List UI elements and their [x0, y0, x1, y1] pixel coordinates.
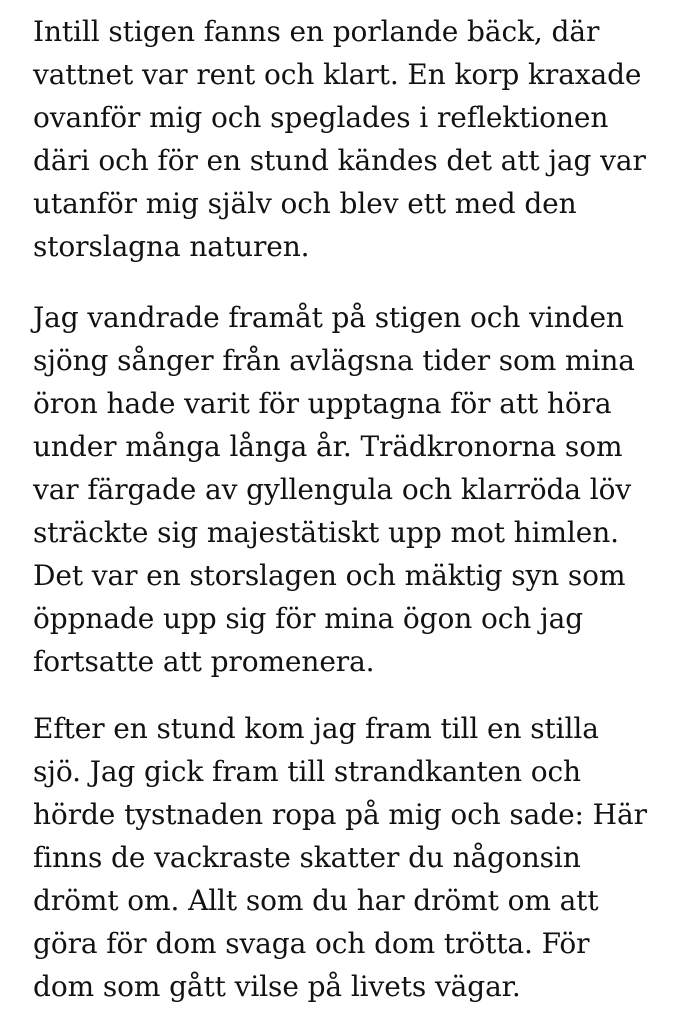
text-line: öron hade varit för upptagna för att höra: [33, 387, 612, 420]
article-paragraph-1: [33, 10, 646, 268]
text-line: öppnade upp sig för mina ögon och jag: [33, 602, 584, 635]
text-line: ovanför mig och speglades i reflektionen: [33, 101, 609, 134]
text-line: vattnet var rent och klart. En korp kraxade: [33, 58, 642, 91]
text-line: dom som gått vilse på livets vägar.: [33, 970, 521, 1003]
text-line: var färgade av gyllengula och klarröda löv: [33, 473, 632, 506]
text-line: hörde tystnaden ropa på mig och sade: Här: [33, 798, 647, 831]
text-line: Efter en stund kom jag fram till en stilla: [33, 712, 599, 745]
text-line: Det var en storslagen och mäktig syn som: [33, 559, 626, 592]
text-line: sjö. Jag gick fram till strandkanten och: [33, 755, 581, 788]
text-line: finns de vackraste skatter du någonsin: [33, 841, 581, 874]
article-paragraph-2: [33, 296, 635, 683]
text-line: under många långa år. Trädkronorna som: [33, 430, 623, 463]
text-line: däri och för en stund kändes det att jag var: [33, 144, 646, 177]
text-line: Intill stigen fanns en porlande bäck, där: [33, 15, 600, 48]
article-paragraph-3: [33, 707, 647, 1008]
text-line: storslagna naturen.: [33, 230, 310, 263]
text-line: göra för dom svaga och dom trötta. För: [33, 927, 590, 960]
text-line: drömt om. Allt som du har drömt om att: [33, 884, 599, 917]
text-line: sträckte sig majestätiskt upp mot himlen.: [33, 516, 619, 549]
text-line: fortsatte att promenera.: [33, 645, 375, 678]
text-line: utanför mig själv och blev ett med den: [33, 187, 577, 220]
text-line: sjöng sånger från avlägsna tider som mina: [33, 344, 635, 377]
text-line: Jag vandrade framåt på stigen och vinden: [33, 301, 624, 334]
